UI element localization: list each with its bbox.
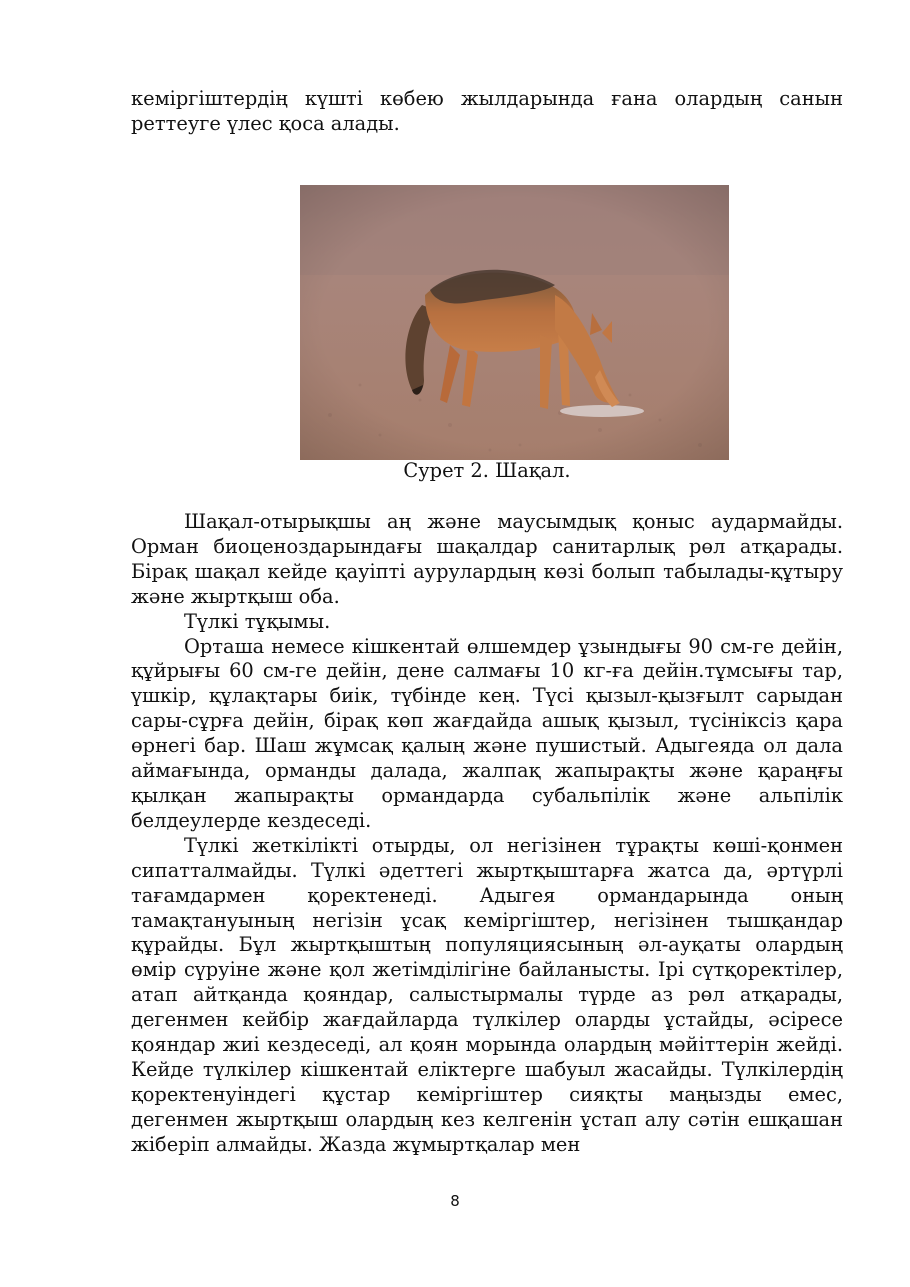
section-heading-fox: Түлкі тұқымы.: [184, 609, 331, 633]
page-number: 8: [450, 1192, 460, 1210]
jackal-photo: [300, 185, 729, 460]
paragraph-jackal: Шақал-отырықшы аң және маусымдық қоныс аудармайды. Орман биоценоздарындағы шақалдар санитарлық рөл атқарады. Бірақ шақал кейде қауіпті аурулардың көзі болып табылады-құтыру және жыртқыш оба.: [131, 510, 843, 608]
paragraph-continuation: кеміргіштердің күшті көбею жылдарында ғана олардың санын реттеуге үлес қоса алады.: [131, 87, 843, 135]
body-text: [131, 510, 843, 1158]
paragraph-fox-diet: Түлкі жеткілікті отырды, ол негізінен тұрақты көші-қонмен сипатталмайды. Түлкі әдеттегі жыртқыштарға жатса да, әртүрлі тағамдармен қоректенеді. Адыгея ормандарында оның тамақтануының негізін ұсақ кеміргіштер, негізінен тышқандар құрайды. Бұл жыртқыштың популяциясының әл-ауқаты олардың өмір сүруіне және қол жетімділігіне байланысты. Ірі сүтқоректілер, атап айтқанда қояндар, салыстырмалы түрде аз рөл атқарады, дегенмен кейбір жағдайларда түлкілер оларды ұстайды, әсіресе қояндар жиі кездеседі, ал қоян морында олардың мәйіттерін жейді. Кейде түлкілер кішкентай еліктерге шабуыл жасайды. Түлкілердің қоректенуіндегі құстар кеміргіштер сияқты маңызды емес, дегенмен жыртқыш олардың кез келгенін ұстап алу сәтін ешқашан жіберіп алмайды. Жазда жұмыртқалар мен: [131, 833, 843, 1156]
figure-caption: Сурет 2. Шақал.: [403, 459, 571, 482]
jackal-image-icon: [300, 185, 729, 460]
paragraph-fox-description: Орташа немесе кішкентай өлшемдер ұзындығы 90 см-ге дейін, құйрығы 60 см-ге дейін, дене салмағы 10 кг-ға дейін.тұмсығы тар, үшкір, құлақтары биік, түбінде кең. Түсі қызыл-қызғылт сарыдан сары-сұрға дейін, бірақ көп жағдайда ашық қызыл, түсініксіз қара өрнегі бар. Шаш жұмсақ қалың және пушистый. Адыгеяда ол дала аймағында, орманды далада, жалпақ жапырақты және қараңғы қылқан жапырақты ормандарда субальпілік және альпілік белдеулерде кездеседі.: [131, 634, 843, 832]
